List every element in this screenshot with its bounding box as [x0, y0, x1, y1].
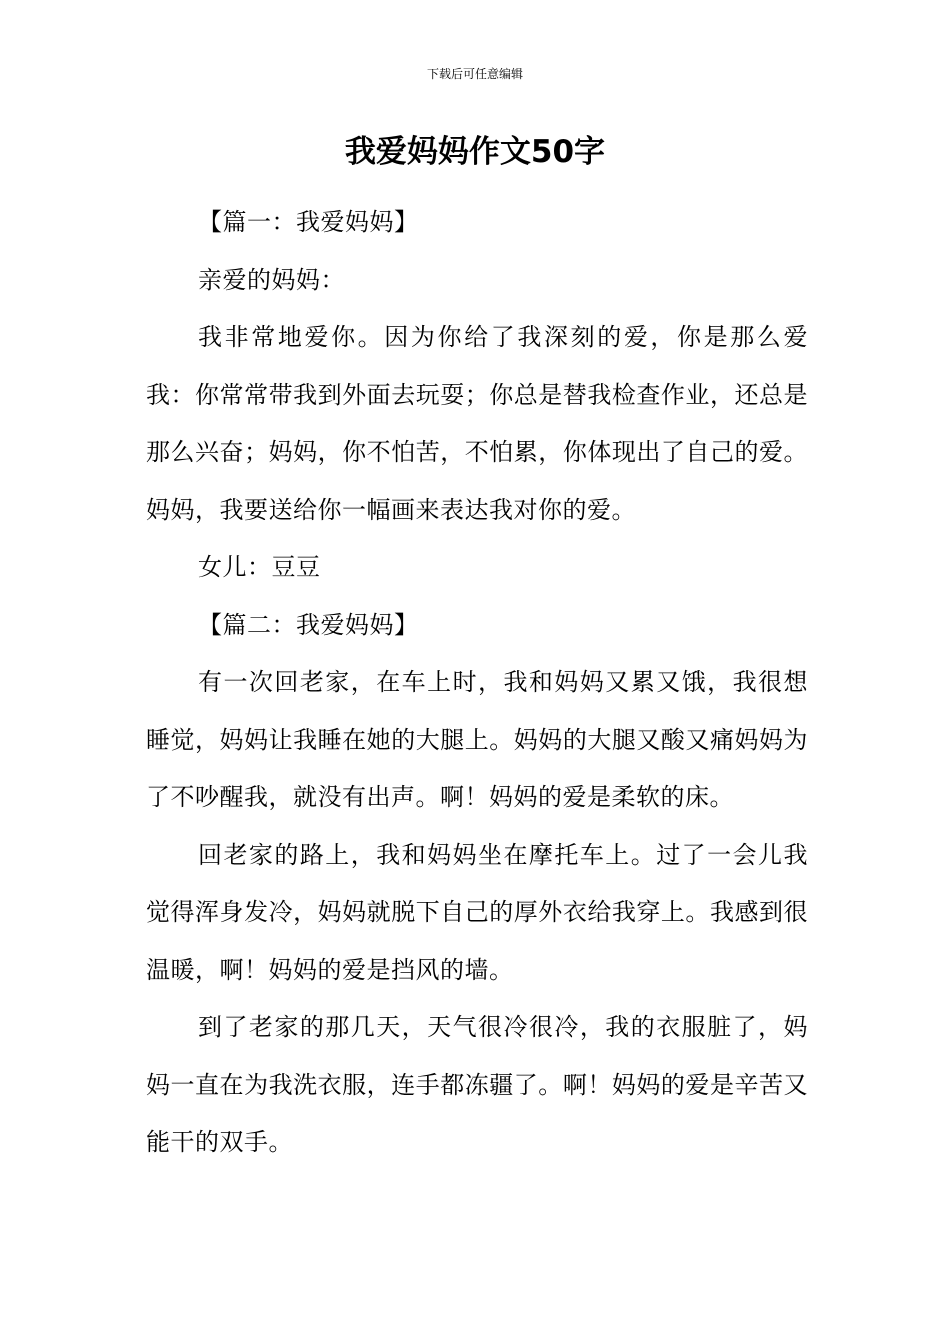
paragraph: 有一次回老家，在车上时，我和妈妈又累又饿，我很想睡觉，妈妈让我睡在她的大腿上。妈妈的大腿又酸又痛妈妈为了不吵醒我，就没有出声。啊！妈妈的爱是柔软的床。	[146, 668, 808, 811]
document-body	[146, 194, 808, 1172]
paragraph: 回老家的路上，我和妈妈坐在摩托车上。过了一会儿我觉得浑身发冷，妈妈就脱下自己的厚外衣给我穿上。我感到很温暖，啊！妈妈的爱是挡风的墙。	[146, 840, 808, 984]
header-note: 下载后可任意编辑	[426, 67, 523, 81]
signature-line: 女儿：豆豆	[198, 553, 321, 581]
document-title: 我爱妈妈作文50字	[344, 134, 606, 170]
salutation: 亲爱的妈妈：	[198, 265, 345, 294]
section-heading-two: 【篇二：我爱妈妈】	[198, 610, 419, 639]
section-heading-one: 【篇一：我爱妈妈】	[198, 208, 419, 236]
paragraph: 到了老家的那几天，天气很冷很冷，我的衣服脏了，妈妈一直在为我洗衣服，连手都冻疆了。啊！妈妈的爱是辛苦又能干的双手。	[146, 1013, 808, 1156]
paragraph: 我非常地爱你。因为你给了我深刻的爱，你是那么爱我：你常常带我到外面去玩耍；你总是替我检查作业，还总是那么兴奋；妈妈，你不怕苦，不怕累，你体现出了自己的爱。妈妈，我要送给你一幅画来表达我对你的爱。	[146, 323, 808, 524]
